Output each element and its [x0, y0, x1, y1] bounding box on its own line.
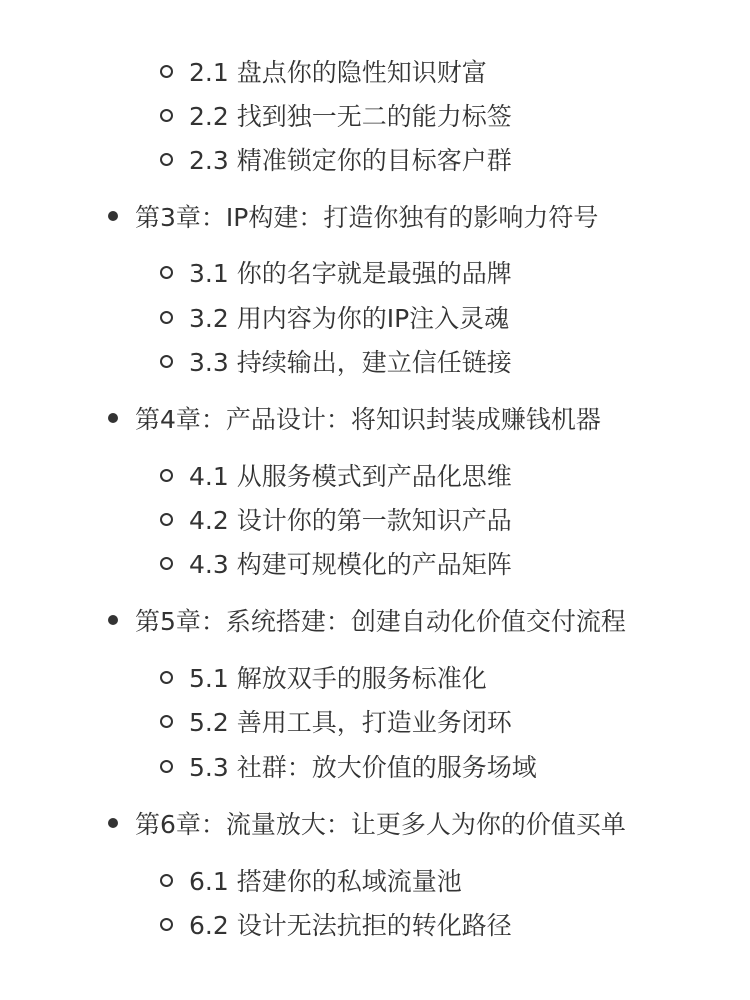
- hollow-bullet-icon: [160, 311, 173, 324]
- list-item: [160, 904, 512, 944]
- hollow-bullet-icon: [160, 355, 173, 368]
- section-title: 2.1 盘点你的隐性知识财富: [189, 58, 487, 87]
- section-title: 3.3 持续输出，建立信任链接: [189, 348, 512, 377]
- solid-bullet-icon: [108, 211, 118, 221]
- list-item: [160, 860, 462, 900]
- list-item: [160, 252, 512, 292]
- hollow-bullet-icon: [160, 918, 173, 931]
- list-item: [160, 543, 512, 583]
- section-title: 4.1 从服务模式到产品化思维: [189, 462, 512, 491]
- list-item: [108, 600, 626, 640]
- section-title: 6.2 设计无法抗拒的转化路径: [189, 911, 512, 940]
- section-title: 6.1 搭建你的私域流量池: [189, 867, 462, 896]
- list-item: [108, 196, 598, 236]
- list-item: [160, 499, 512, 539]
- chapter-title: 第6章：流量放大：让更多人为你的价值买单: [135, 810, 626, 839]
- list-item: [160, 95, 512, 135]
- section-title: 3.1 你的名字就是最强的品牌: [189, 259, 512, 288]
- hollow-bullet-icon: [160, 65, 173, 78]
- section-title: 3.2 用内容为你的IP注入灵魂: [189, 304, 510, 333]
- list-item: [160, 701, 512, 741]
- list-item: [160, 51, 487, 91]
- section-title: 5.3 社群：放大价值的服务场域: [189, 753, 537, 782]
- section-title: 5.2 善用工具，打造业务闭环: [189, 708, 512, 737]
- list-item: [108, 803, 626, 843]
- hollow-bullet-icon: [160, 469, 173, 482]
- section-title: 2.2 找到独一无二的能力标签: [189, 102, 512, 131]
- list-item: [160, 341, 512, 381]
- section-title: 4.2 设计你的第一款知识产品: [189, 506, 512, 535]
- chapter-title: 第3章：IP构建：打造你独有的影响力符号: [135, 203, 599, 232]
- solid-bullet-icon: [108, 615, 118, 625]
- chapter-title: 第5章：系统搭建：创建自动化价值交付流程: [135, 607, 626, 636]
- solid-bullet-icon: [108, 818, 118, 828]
- hollow-bullet-icon: [160, 513, 173, 526]
- section-title: 4.3 构建可规模化的产品矩阵: [189, 550, 512, 579]
- solid-bullet-icon: [108, 413, 118, 423]
- list-item: [160, 657, 487, 697]
- hollow-bullet-icon: [160, 266, 173, 279]
- hollow-bullet-icon: [160, 715, 173, 728]
- hollow-bullet-icon: [160, 760, 173, 773]
- hollow-bullet-icon: [160, 109, 173, 122]
- hollow-bullet-icon: [160, 671, 173, 684]
- list-item: [160, 297, 509, 337]
- hollow-bullet-icon: [160, 874, 173, 887]
- chapter-title: 第4章：产品设计：将知识封装成赚钱机器: [135, 405, 601, 434]
- list-item: [160, 455, 512, 495]
- list-item: [108, 398, 601, 438]
- list-item: [160, 139, 512, 179]
- section-title: 5.1 解放双手的服务标准化: [189, 664, 487, 693]
- list-item: [160, 746, 537, 786]
- hollow-bullet-icon: [160, 153, 173, 166]
- section-title: 2.3 精准锁定你的目标客户群: [189, 146, 512, 175]
- hollow-bullet-icon: [160, 557, 173, 570]
